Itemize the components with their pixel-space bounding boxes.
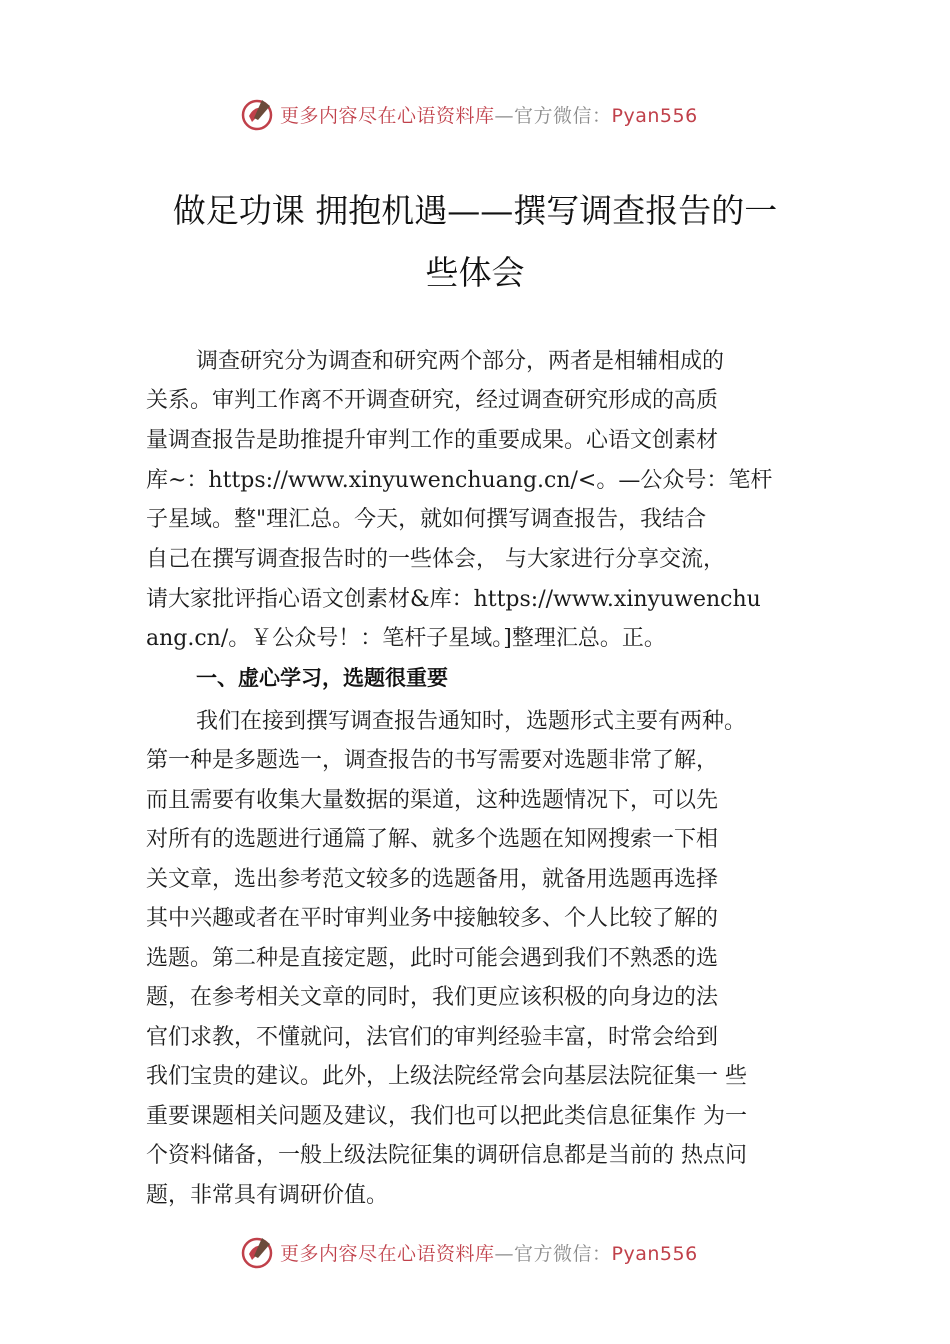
section-heading: 一、虚心学习，选题很重要 xyxy=(196,666,448,690)
title-line-2: 些体会 xyxy=(425,253,525,292)
paragraph-2-line: 而且需要有收集大量数据的渠道，这种选题情况下，可以先 xyxy=(146,788,719,813)
paragraph-1-line: ang.cn/。￥公众号！：笔杆子星域。]整理汇总。正。 xyxy=(146,626,666,651)
paragraph-1-line: 请大家批评指心语文创素材&库：https://www.xinyuwenchu xyxy=(146,587,761,612)
paragraph-2-line: 第一种是多题选一，调查报告的书写需要对选题非常了解， xyxy=(146,748,719,773)
header-banner xyxy=(240,94,760,134)
footer-banner xyxy=(240,1232,760,1272)
banner-title: 更多内容尽在心语资料库 xyxy=(280,1242,495,1265)
banner-text xyxy=(280,1239,698,1266)
paragraph-1-line: 子星域。整"理汇总。今天，就如何撰写调查报告，我结合 xyxy=(146,507,707,532)
paragraph-1-line: 调查研究分为调查和研究两个部分，两者是相辅相成的 xyxy=(196,349,725,374)
paragraph-2-line: 其中兴趣或者在平时审判业务中接触较多、个人比较了解的 xyxy=(146,906,719,931)
banner-separator: —官方微信： xyxy=(494,1242,612,1265)
paragraph-2-line: 题，非常具有调研价值。 xyxy=(146,1183,389,1208)
paragraph-2-line: 选题。第二种是直接定题，此时可能会遇到我们不熟悉的选 xyxy=(146,946,719,971)
paragraph-2-line: 重要课题相关问题及建议，我们也可以把此类信息征集作 为一 xyxy=(146,1104,747,1129)
paragraph-2-line: 对所有的选题进行通篇了解、就多个选题在知网搜索一下相 xyxy=(146,827,719,852)
logo-icon xyxy=(240,96,276,132)
paragraph-1-line: 库~：https://www.xinyuwenchuang.cn/<。—公众号：笔杆 xyxy=(146,468,773,493)
paragraph-1-line: 自己在撰写调查报告时的一些体会， 与大家进行分享交流， xyxy=(146,547,725,572)
paragraph-2-line: 官们求教，不懂就问，法官们的审判经验丰富，时常会给到 xyxy=(146,1025,719,1050)
paragraph-2-line: 我们宝贵的建议。此外，上级法院经常会向基层法院征集一 些 xyxy=(146,1064,747,1089)
paragraph-1-line: 量调查报告是助推提升审判工作的重要成果。心语文创素材 xyxy=(146,428,719,453)
paragraph-1-line: 关系。审判工作离不开调查研究，经过调查研究形成的高质 xyxy=(146,388,719,413)
paragraph-2-line: 个资料储备，一般上级法院征集的调研信息都是当前的 热点问 xyxy=(146,1143,747,1168)
title-line-1: 做足功课 拥抱机遇——撰写调查报告的一 xyxy=(172,191,778,230)
banner-wechat: Pyan556 xyxy=(611,1242,698,1265)
paragraph-2-line: 题，在参考相关文章的同时，我们更应该积极的向身边的法 xyxy=(146,985,719,1010)
banner-separator: —官方微信： xyxy=(494,104,612,127)
logo-icon xyxy=(240,1234,276,1270)
banner-text xyxy=(280,101,698,128)
page-title xyxy=(110,180,840,304)
paragraph-2-line: 关文章，选出参考范文较多的选题备用，就备用选题再选择 xyxy=(146,867,719,892)
banner-title: 更多内容尽在心语资料库 xyxy=(280,104,495,127)
banner-wechat: Pyan556 xyxy=(611,104,698,127)
paragraph-2-line: 我们在接到撰写调查报告通知时，选题形式主要有两种。 xyxy=(196,709,747,734)
